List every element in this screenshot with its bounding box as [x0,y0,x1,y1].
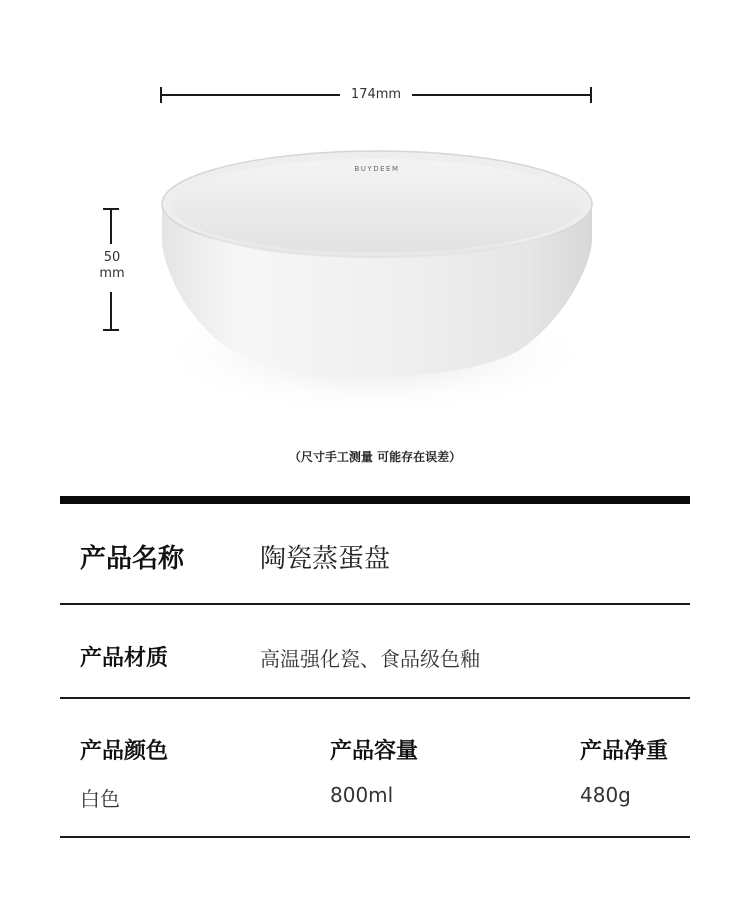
height-label [94,250,130,282]
product-name-value: 陶瓷蒸蛋盘 [260,544,391,574]
capacity-label: 产品容量 [330,739,419,764]
dimension-line-right [412,94,592,96]
dimension-line-top [110,208,112,244]
brand-logo: BUYDEEM [354,165,400,173]
measurement-note: （尺寸手工测量 可能存在误差） [288,450,462,464]
height-value: 50 [103,250,121,265]
color-label: 产品颜色 [80,739,169,764]
width-dimension [160,86,592,104]
dimension-line-bottom [110,292,112,331]
dimension-cap-right [590,87,592,103]
bottom-divider [60,836,690,838]
height-dimension [100,208,124,331]
height-unit: mm [99,266,125,281]
row-divider [60,697,690,699]
ceramic-bowl-image [140,140,610,440]
dimension-line-left [160,94,340,96]
weight-label: 产品净重 [580,739,669,764]
dimension-cap-bottom [103,329,119,331]
material-label: 产品材质 [80,646,169,671]
weight-value: 480g [580,783,631,807]
width-label: 174mm [350,87,402,102]
material-value: 高温强化瓷、食品级色釉 [260,647,480,671]
bowl-inner [171,159,583,253]
section-divider [60,496,690,504]
capacity-value: 800ml [330,783,394,807]
color-value: 白色 [80,787,120,811]
product-name-label: 产品名称 [80,544,185,574]
row-divider [60,603,690,605]
